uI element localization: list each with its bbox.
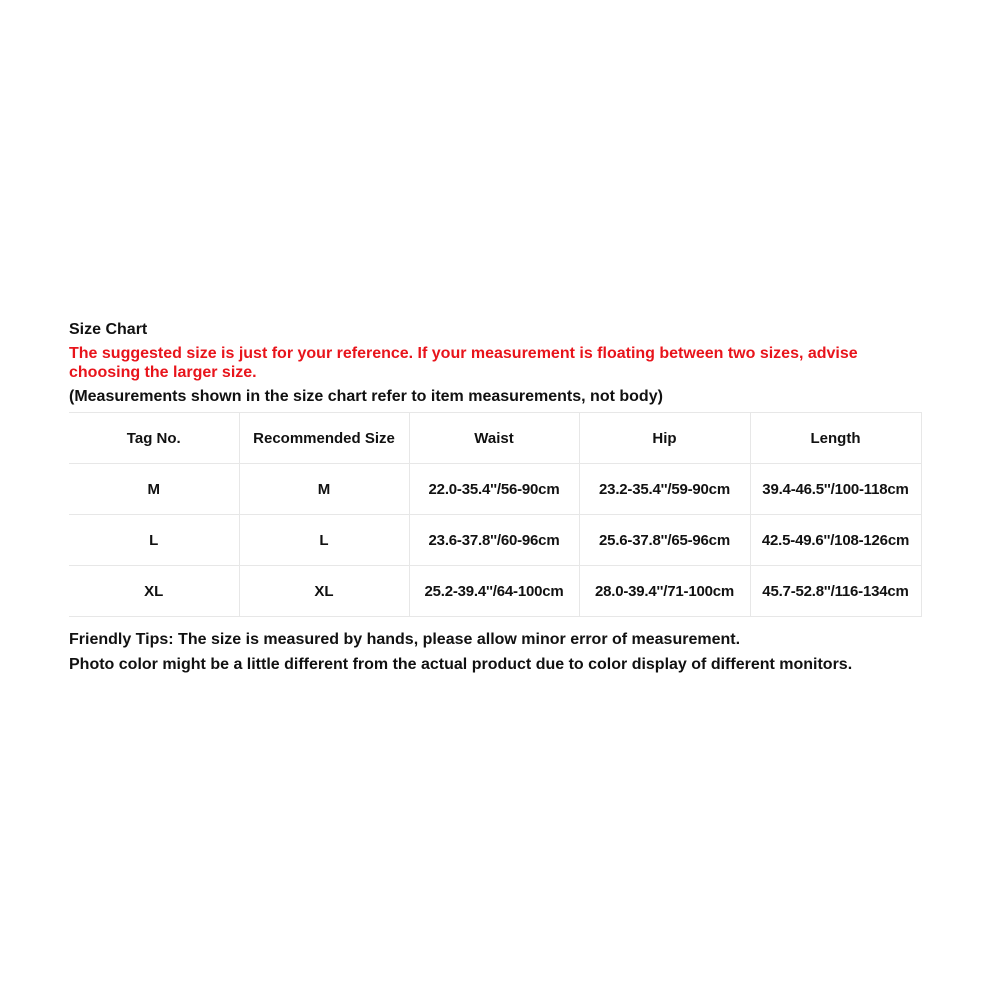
header-hip: Hip bbox=[579, 413, 750, 464]
size-table bbox=[69, 412, 922, 617]
table-header-row bbox=[69, 413, 921, 464]
cell-tag: XL bbox=[69, 566, 239, 617]
table-row bbox=[69, 464, 921, 515]
cell-length: 42.5-49.6''/108-126cm bbox=[750, 515, 921, 566]
cell-recommended-size: L bbox=[239, 515, 409, 566]
cell-waist: 23.6-37.8''/60-96cm bbox=[409, 515, 579, 566]
cell-tag: L bbox=[69, 515, 239, 566]
tip-measurement: Friendly Tips: The size is measured by hands, please allow minor error of measurement. bbox=[69, 631, 741, 648]
header-waist: Waist bbox=[409, 413, 579, 464]
cell-length: 39.4-46.5''/100-118cm bbox=[750, 464, 921, 515]
cell-length: 45.7-52.8''/116-134cm bbox=[750, 566, 921, 617]
cell-waist: 22.0-35.4''/56-90cm bbox=[409, 464, 579, 515]
tip-photo-color: Photo color might be a little different from the actual product due to color display of different monitors. bbox=[69, 656, 853, 673]
table-row bbox=[69, 566, 921, 617]
cell-hip: 25.6-37.8''/65-96cm bbox=[579, 515, 750, 566]
cell-recommended-size: M bbox=[239, 464, 409, 515]
cell-tag: M bbox=[69, 464, 239, 515]
cell-waist: 25.2-39.4''/64-100cm bbox=[409, 566, 579, 617]
cell-hip: 23.2-35.4''/59-90cm bbox=[579, 464, 750, 515]
size-chart-sheet bbox=[69, 320, 921, 677]
size-warning-text: The suggested size is just for your reference. If your measurement is floating between two sizes, advise choosing the larger size. bbox=[69, 345, 858, 381]
friendly-tips bbox=[69, 627, 921, 677]
table-row bbox=[69, 515, 921, 566]
size-chart-title: Size Chart bbox=[69, 321, 148, 338]
measurement-note: (Measurements shown in the size chart refer to item measurements, not body) bbox=[69, 388, 663, 405]
header-recommended-size: Recommended Size bbox=[239, 413, 409, 464]
header-length: Length bbox=[750, 413, 921, 464]
cell-hip: 28.0-39.4''/71-100cm bbox=[579, 566, 750, 617]
cell-recommended-size: XL bbox=[239, 566, 409, 617]
header-tag-no: Tag No. bbox=[69, 413, 239, 464]
